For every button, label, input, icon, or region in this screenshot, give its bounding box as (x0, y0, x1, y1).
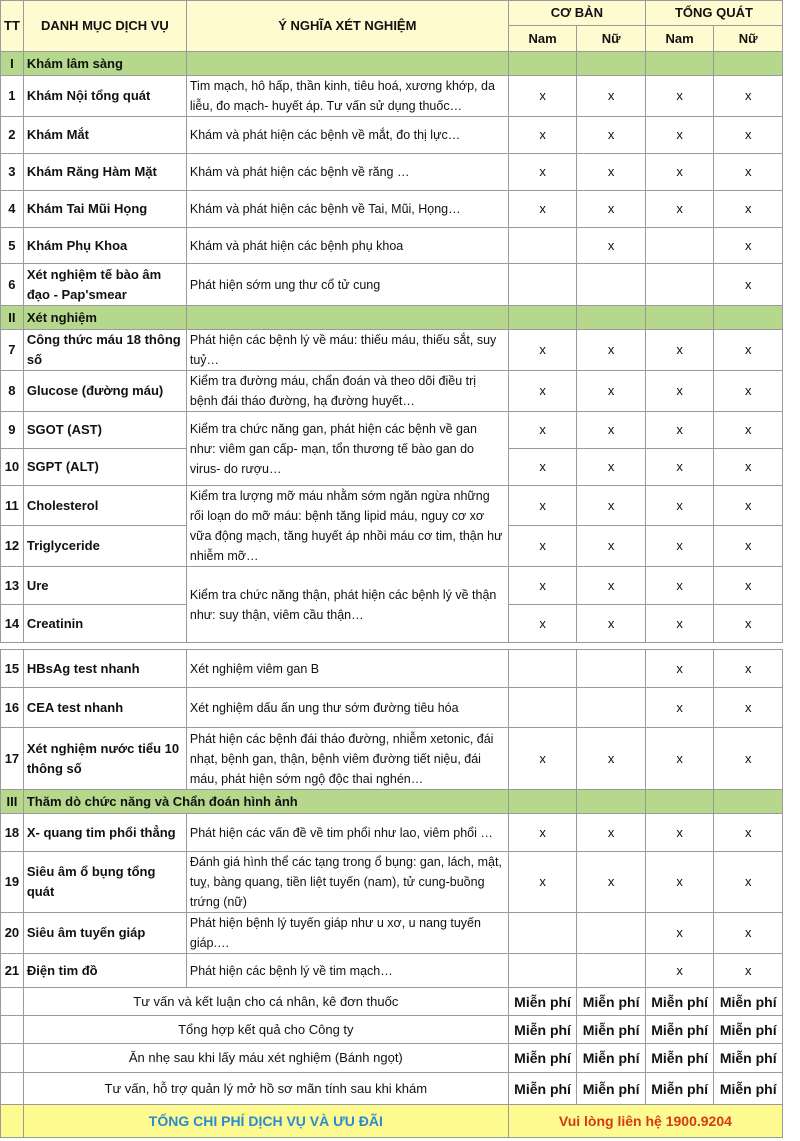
general-male-mark: x (645, 954, 714, 988)
service-meaning: Khám và phát hiện các bệnh phụ khoa (186, 228, 508, 264)
service-name: Khám Mắt (23, 117, 186, 154)
basic-female-mark: x (577, 76, 646, 117)
service-name: Khám Phụ Khoa (23, 228, 186, 264)
basic-male-mark (508, 228, 577, 264)
service-name: Khám Nội tổng quát (23, 76, 186, 117)
service-meaning: Kiểm tra chức năng gan, phát hiện các bệnh về gan như: viêm gan cấp- mạn, tổn thương tế bào gan do virus- do rượu… (186, 412, 508, 486)
service-name: Xét nghiệm tế bào âm đạo - Pap'smear (23, 264, 186, 306)
general-female-mark: x (714, 650, 783, 688)
basic-female-header: Nữ (577, 26, 646, 52)
table-row (1, 117, 783, 154)
general-male-value: Miễn phí (645, 1016, 714, 1044)
table-row (1, 371, 783, 412)
extra-row (1, 1044, 783, 1073)
table-row (1, 228, 783, 264)
section-row (1, 52, 783, 76)
section-title: Xét nghiệm (23, 306, 186, 330)
general-female-mark: x (714, 486, 783, 526)
basic-male-mark: x (508, 191, 577, 228)
general-female-value: Miễn phí (714, 1016, 783, 1044)
basic-male-mark: x (508, 117, 577, 154)
section-id: III (1, 790, 24, 814)
general-male-mark: x (645, 852, 714, 913)
row-number: 12 (1, 526, 24, 567)
service-meaning: Phát hiện các vấn đề về tim phổi như lao, viêm phổi … (186, 814, 508, 852)
service-name: HBsAg test nhanh (23, 650, 186, 688)
row-number: 16 (1, 688, 24, 728)
general-male-mark: x (645, 567, 714, 605)
general-female-mark: x (714, 228, 783, 264)
basic-female-mark: x (577, 228, 646, 264)
service-name: CEA test nhanh (23, 688, 186, 728)
row-number: 9 (1, 412, 24, 449)
basic-male-mark: x (508, 330, 577, 371)
section-row (1, 790, 783, 814)
basic-female-value: Miễn phí (577, 1044, 646, 1073)
table-row (1, 264, 783, 306)
general-female-mark: x (714, 371, 783, 412)
basic-male-mark (508, 264, 577, 306)
general-female-mark: x (714, 605, 783, 643)
meaning-header: Ý NGHĨA XÉT NGHIỆM (186, 1, 508, 52)
section-title: Thăm dò chức năng và Chẩn đoán hình ảnh (23, 790, 508, 814)
general-female-mark: x (714, 412, 783, 449)
service-meaning: Khám và phát hiện các bệnh về mắt, đo thị lực… (186, 117, 508, 154)
basic-male-mark (508, 650, 577, 688)
table-row (1, 412, 783, 449)
table-row (1, 954, 783, 988)
service-meaning: Tim mạch, hô hấp, thần kinh, tiêu hoá, xương khớp, da liễu, đo mạch- huyết áp. Tư vấn sử dụng thuốc… (186, 76, 508, 117)
general-female-mark: x (714, 330, 783, 371)
service-name: Triglyceride (23, 526, 186, 567)
basic-female-mark: x (577, 449, 646, 486)
table-row (1, 688, 783, 728)
basic-female-mark: x (577, 330, 646, 371)
service-name: Khám Răng Hàm Mặt (23, 154, 186, 191)
row-number: 10 (1, 449, 24, 486)
basic-female-value: Miễn phí (577, 1016, 646, 1044)
total-label: TỔNG CHI PHÍ DỊCH VỤ VÀ ƯU ĐÃI (23, 1105, 508, 1138)
basic-male-mark: x (508, 412, 577, 449)
service-meaning: Kiểm tra chức năng thận, phát hiện các bệnh lý về thận như: suy thận, viêm cầu thận… (186, 567, 508, 643)
general-female-mark: x (714, 117, 783, 154)
basic-male-mark (508, 913, 577, 954)
general-female-mark: x (714, 913, 783, 954)
basic-female-mark (577, 650, 646, 688)
row-number: 2 (1, 117, 24, 154)
general-female-mark: x (714, 264, 783, 306)
extra-row (1, 988, 783, 1016)
basic-female-mark (577, 954, 646, 988)
general-male-mark: x (645, 371, 714, 412)
basic-male-mark: x (508, 526, 577, 567)
service-meaning: Kiểm tra lượng mỡ máu nhằm sớm ngăn ngừa những rối loạn do mỡ máu: bệnh tăng lipid máu, nguy cơ xơ vữa động mạch, tăng huyết áp nhồi máu cơ tim, thận hư nhiễm mỡ… (186, 486, 508, 567)
general-female-mark: x (714, 154, 783, 191)
general-male-mark: x (645, 728, 714, 790)
general-male-mark: x (645, 486, 714, 526)
basic-package-header: CƠ BẢN (508, 1, 645, 26)
tt-header: TT (1, 1, 24, 52)
extra-service-label: Tư vấn, hỗ trợ quản lý mở hồ sơ mãn tính sau khi khám (23, 1073, 508, 1105)
general-female-mark: x (714, 526, 783, 567)
service-meaning: Phát hiện bệnh lý tuyến giáp như u xơ, u nang tuyến giáp.… (186, 913, 508, 954)
service-name: X- quang tim phổi thẳng (23, 814, 186, 852)
general-male-mark: x (645, 913, 714, 954)
basic-male-mark: x (508, 605, 577, 643)
service-meaning: Xét nghiệm dấu ấn ung thư sớm đường tiêu hóa (186, 688, 508, 728)
general-male-mark: x (645, 688, 714, 728)
row-number: 11 (1, 486, 24, 526)
basic-male-mark: x (508, 567, 577, 605)
service-name: SGOT (AST) (23, 412, 186, 449)
service-name: Glucose (đường máu) (23, 371, 186, 412)
basic-female-mark: x (577, 567, 646, 605)
section-id: I (1, 52, 24, 76)
basic-male-mark: x (508, 76, 577, 117)
basic-male-mark (508, 954, 577, 988)
basic-female-value: Miễn phí (577, 1073, 646, 1105)
table-row (1, 330, 783, 371)
general-female-mark: x (714, 814, 783, 852)
section-title: Khám lâm sàng (23, 52, 186, 76)
extra-service-label: Ăn nhẹ sau khi lấy máu xét nghiệm (Bánh ngọt) (23, 1044, 508, 1073)
general-female-mark: x (714, 954, 783, 988)
service-header: DANH MỤC DỊCH VỤ (23, 1, 186, 52)
basic-male-value: Miễn phí (508, 1073, 577, 1105)
basic-female-mark: x (577, 852, 646, 913)
general-male-mark: x (645, 526, 714, 567)
row-number: 8 (1, 371, 24, 412)
general-male-mark: x (645, 76, 714, 117)
general-male-value: Miễn phí (645, 1073, 714, 1105)
general-male-mark: x (645, 605, 714, 643)
general-female-value: Miễn phí (714, 988, 783, 1016)
table-row (1, 154, 783, 191)
basic-female-mark: x (577, 191, 646, 228)
general-male-header: Nam (645, 26, 714, 52)
general-male-mark: x (645, 191, 714, 228)
basic-female-mark: x (577, 526, 646, 567)
general-male-mark (645, 264, 714, 306)
general-female-mark: x (714, 567, 783, 605)
general-male-mark: x (645, 117, 714, 154)
general-male-mark (645, 228, 714, 264)
service-name: Creatinin (23, 605, 186, 643)
row-number: 15 (1, 650, 24, 688)
service-meaning: Khám và phát hiện các bệnh về Tai, Mũi, Họng… (186, 191, 508, 228)
basic-male-mark: x (508, 449, 577, 486)
general-female-mark: x (714, 449, 783, 486)
service-name: Siêu âm tuyến giáp (23, 913, 186, 954)
basic-female-value: Miễn phí (577, 988, 646, 1016)
row-number: 14 (1, 605, 24, 643)
service-name: Khám Tai Mũi Họng (23, 191, 186, 228)
basic-male-mark: x (508, 371, 577, 412)
basic-male-mark: x (508, 852, 577, 913)
service-name: SGPT (ALT) (23, 449, 186, 486)
row-number: 18 (1, 814, 24, 852)
basic-female-mark: x (577, 728, 646, 790)
basic-male-mark: x (508, 154, 577, 191)
service-name: Điện tim đồ (23, 954, 186, 988)
service-meaning: Phát hiện các bệnh lý về máu: thiếu máu, thiếu sắt, suy tuỷ… (186, 330, 508, 371)
service-name: Công thức máu 18 thông số (23, 330, 186, 371)
basic-male-mark: x (508, 814, 577, 852)
general-female-value: Miễn phí (714, 1073, 783, 1105)
contact-hotline: Vui lòng liên hệ 1900.9204 (508, 1105, 782, 1138)
basic-male-mark (508, 688, 577, 728)
row-number: 13 (1, 567, 24, 605)
basic-female-mark: x (577, 412, 646, 449)
basic-female-mark: x (577, 814, 646, 852)
service-meaning: Kiểm tra đường máu, chẩn đoán và theo dõi điều trị bệnh đái tháo đường, hạ đường huyết… (186, 371, 508, 412)
basic-female-mark (577, 688, 646, 728)
row-number: 21 (1, 954, 24, 988)
service-name: Xét nghiệm nước tiểu 10 thông số (23, 728, 186, 790)
service-name: Cholesterol (23, 486, 186, 526)
general-male-mark: x (645, 330, 714, 371)
service-meaning: Khám và phát hiện các bệnh về răng … (186, 154, 508, 191)
table-gap (1, 643, 783, 650)
extra-row (1, 1073, 783, 1105)
table-row (1, 191, 783, 228)
table-row (1, 567, 783, 605)
row-number: 19 (1, 852, 24, 913)
header-row-1 (1, 1, 783, 26)
basic-female-mark (577, 264, 646, 306)
row-number: 17 (1, 728, 24, 790)
row-number: 4 (1, 191, 24, 228)
general-female-mark: x (714, 191, 783, 228)
basic-female-mark: x (577, 486, 646, 526)
general-male-mark: x (645, 154, 714, 191)
general-female-mark: x (714, 76, 783, 117)
table-row (1, 486, 783, 526)
general-male-mark: x (645, 412, 714, 449)
general-male-mark: x (645, 449, 714, 486)
basic-male-value: Miễn phí (508, 1044, 577, 1073)
service-meaning: Xét nghiệm viêm gan B (186, 650, 508, 688)
section-row (1, 306, 783, 330)
extra-row (1, 1016, 783, 1044)
basic-female-mark (577, 913, 646, 954)
service-meaning: Đánh giá hình thể các tạng trong ổ bụng: gan, lách, mật, tuỵ, bàng quang, tiền liệt tuyến (nam), tử cung-buồng trứng (nữ) (186, 852, 508, 913)
general-female-value: Miễn phí (714, 1044, 783, 1073)
basic-male-value: Miễn phí (508, 1016, 577, 1044)
general-male-value: Miễn phí (645, 1044, 714, 1073)
extra-service-label: Tổng hợp kết quả cho Công ty (23, 1016, 508, 1044)
table-row (1, 852, 783, 913)
row-number: 7 (1, 330, 24, 371)
basic-male-mark: x (508, 486, 577, 526)
basic-male-header: Nam (508, 26, 577, 52)
basic-male-mark: x (508, 728, 577, 790)
service-meaning: Phát hiện các bệnh đái tháo đường, nhiễm xetonic, đái nhạt, bệnh gan, thận, bệnh viêm đường tiết niệu, đái máu, phát hiện sớm ngộ độc thai nghén… (186, 728, 508, 790)
general-female-header: Nữ (714, 26, 783, 52)
basic-male-value: Miễn phí (508, 988, 577, 1016)
table-row (1, 913, 783, 954)
row-number: 20 (1, 913, 24, 954)
total-row (1, 1105, 783, 1138)
general-package-header: TỔNG QUÁT (645, 1, 782, 26)
row-number: 1 (1, 76, 24, 117)
general-female-mark: x (714, 688, 783, 728)
general-female-mark: x (714, 852, 783, 913)
table-row (1, 650, 783, 688)
section-id: II (1, 306, 24, 330)
general-male-value: Miễn phí (645, 988, 714, 1016)
service-meaning: Phát hiện các bệnh lý về tim mạch… (186, 954, 508, 988)
row-number: 6 (1, 264, 24, 306)
row-number: 3 (1, 154, 24, 191)
service-name: Ure (23, 567, 186, 605)
extra-service-label: Tư vấn và kết luận cho cá nhân, kê đơn thuốc (23, 988, 508, 1016)
table-row (1, 76, 783, 117)
general-male-mark: x (645, 650, 714, 688)
service-name: Siêu âm ổ bụng tổng quát (23, 852, 186, 913)
table-row (1, 814, 783, 852)
basic-female-mark: x (577, 117, 646, 154)
row-number: 5 (1, 228, 24, 264)
basic-female-mark: x (577, 605, 646, 643)
basic-female-mark: x (577, 154, 646, 191)
general-male-mark: x (645, 814, 714, 852)
general-female-mark: x (714, 728, 783, 790)
table-row (1, 728, 783, 790)
basic-female-mark: x (577, 371, 646, 412)
service-meaning: Phát hiện sớm ung thư cổ tử cung (186, 264, 508, 306)
